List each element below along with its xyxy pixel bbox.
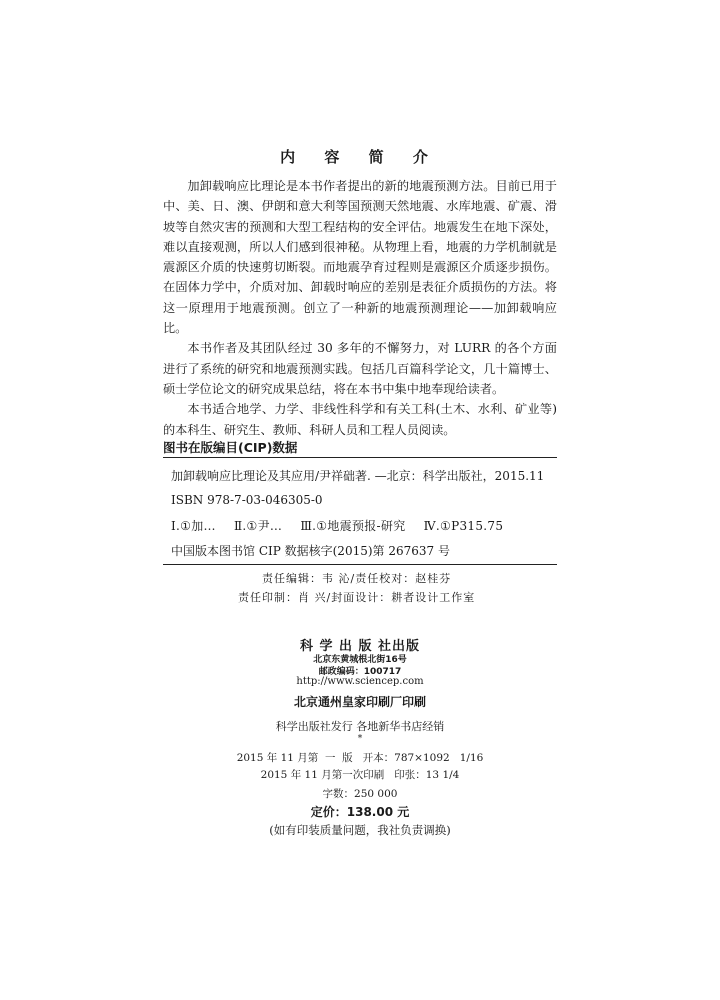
- cip-class-item: Ⅳ.①P315.75: [423, 519, 504, 533]
- quality-notice: (如有印装质量问题，我社负责调换): [269, 823, 451, 837]
- cip-class-item: Ⅱ.①尹…: [233, 519, 283, 533]
- price: 定价：138.00 元: [310, 805, 410, 819]
- cip-isbn: ISBN 978-7-03-046305-0: [171, 493, 323, 507]
- printer-name: 北京通州皇家印刷厂印刷: [293, 695, 426, 709]
- summary-paragraph: 加卸载响应比理论是本书作者提出的新的地震预测方法。目前已用于中、美、日、澳、伊朗和意大利等国预测天然地震、水库地震、矿震、滑坡等自然灾害的预测和大型工程结构的安全评估。地震发生在地下深处，难以直接观测，所以人们感到很神秘。从物理上看，地震的力学机制就是震源区介质的快速剪切断裂。而地震孕育过程则是震源区介质逐步损伤。在固体力学中，介质对加、卸载时响应的差别是表征介质损伤的方法。将这一原理用于地震预测。创立了一种新的地震预测理论——加卸载响应比。: [163, 179, 557, 336]
- publisher-postcode: 邮政编码：100717: [318, 667, 402, 677]
- summary-paragraph: 本书适合地学、力学、非线性科学和有关工科(土木、水利、矿业等)的本科生、研究生、教师、科研人员和工程人员阅读。: [163, 402, 557, 437]
- separator-star: *: [357, 734, 363, 744]
- publisher-name: 科 学 出 版 社出版: [299, 639, 421, 654]
- cip-record-number: 中国版本图书馆 CIP 数据核字(2015)第 267637 号: [171, 544, 450, 558]
- distribution-info: 科学出版社发行 各地新华书店经销: [275, 720, 445, 733]
- publisher-url: http://www.sciencep.com: [296, 676, 424, 687]
- printing-info: 2015 年 11 月第一次印刷 印张：13 1/4: [260, 769, 460, 781]
- page-title: 内 容 简 介: [280, 148, 440, 166]
- cip-class-item: Ⅰ.①加…: [171, 519, 216, 533]
- cip-data-block: [163, 457, 557, 565]
- cip-classification: [171, 517, 517, 534]
- production-credits: 责任印制：肖 兴/封面设计：耕者设计工作室: [238, 591, 476, 604]
- cip-heading: 图书在版编目(CIP)数据: [163, 440, 298, 455]
- summary-paragraph: 本书作者及其团队经过 30 多年的不懈努力，对 LURR 的各个方面进行了系统的研究和地震预测实践。包括几百篇科学论文，几十篇博士、硕士学位论文的研究成果总结，将在本书中集中地奉现给读者。: [163, 341, 557, 396]
- word-count: 字数：250 000: [322, 788, 398, 800]
- edition-info: 2015 年 11 月第 一 版 开本：787×1092 1/16: [236, 752, 484, 764]
- publisher-address: 北京东黄城根北街16号: [313, 655, 407, 665]
- cip-title-line: 加卸载响应比理论及其应用/尹祥础著. —北京：科学出版社，2015.11: [171, 469, 545, 483]
- summary-text: [163, 176, 557, 440]
- cip-class-item: Ⅲ.①地震预报-研究: [300, 519, 406, 533]
- editor-credits: 责任编辑：韦 沁/责任校对：赵桂芬: [262, 572, 452, 585]
